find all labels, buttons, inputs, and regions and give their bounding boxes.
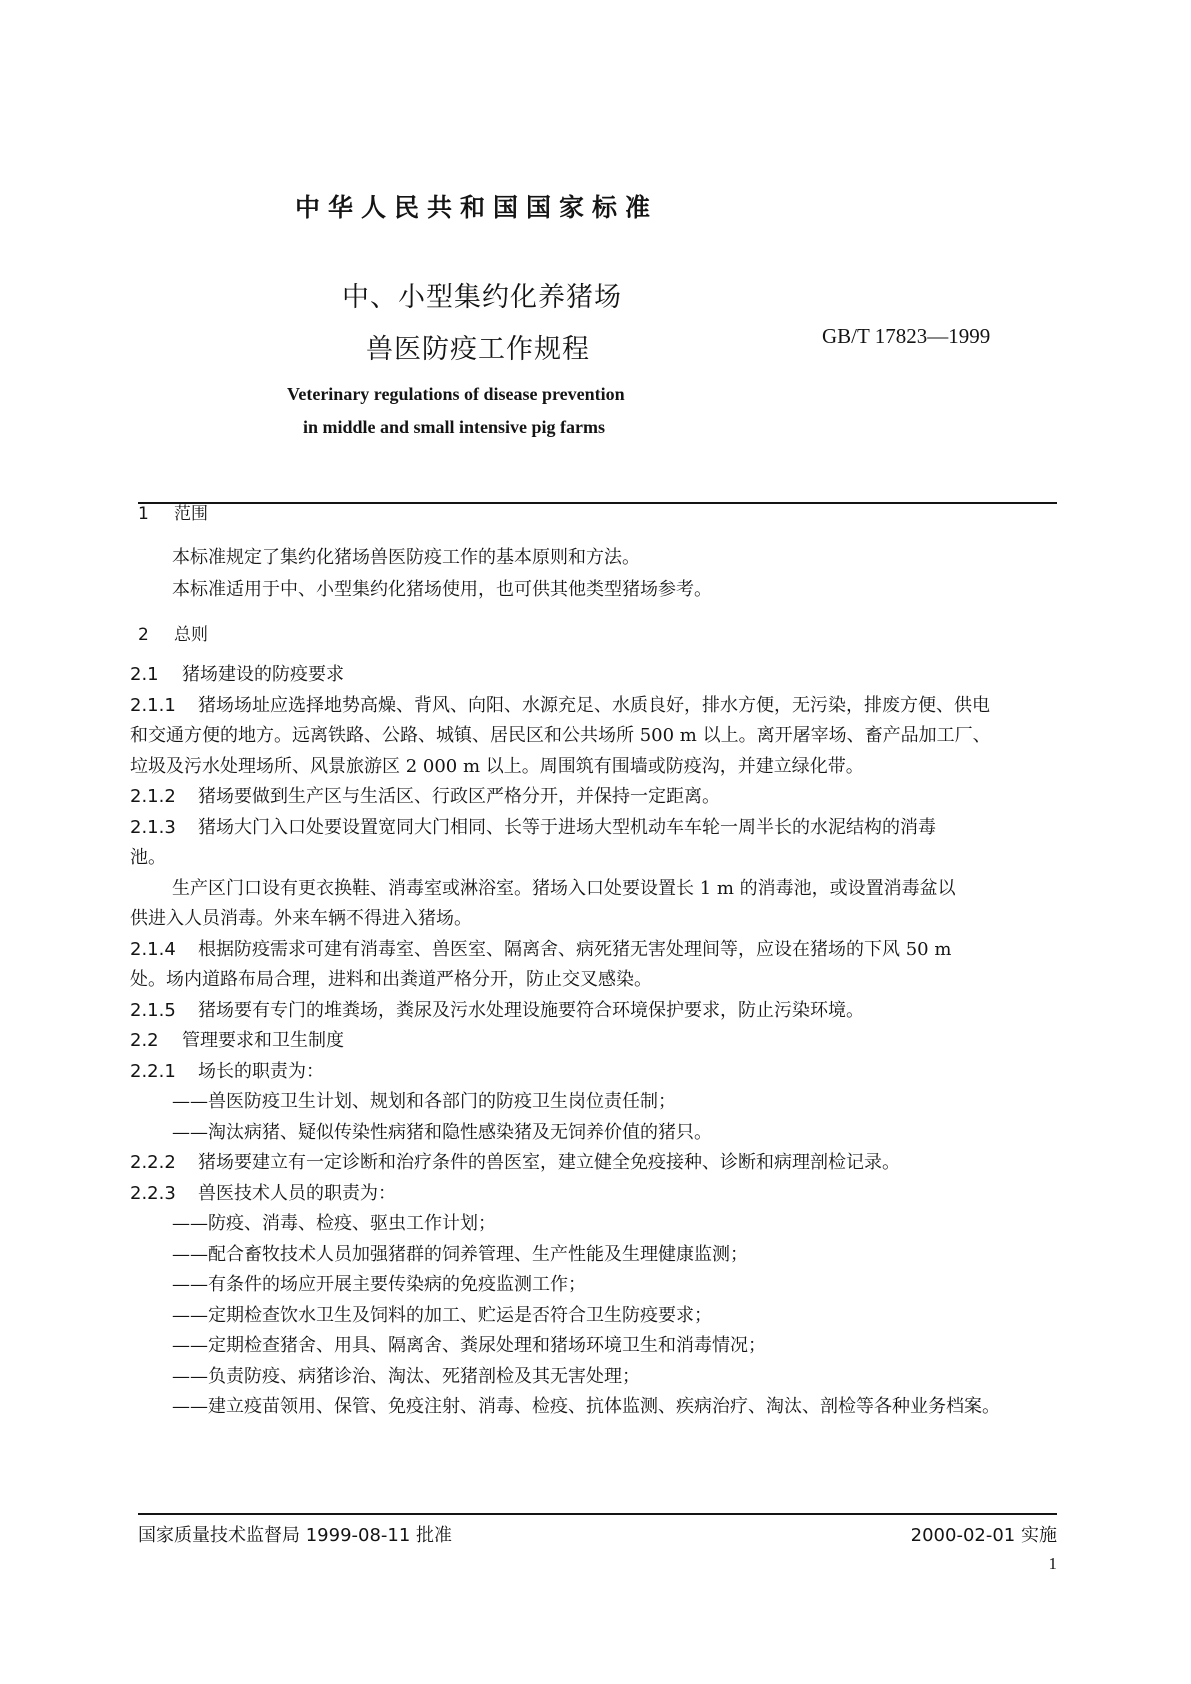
clause-line [130, 1057, 324, 1083]
section-title: 范围 [174, 504, 208, 524]
implementation-date: 2000-02-01 实施 [910, 1525, 1057, 1546]
clause-number: 2.2.2 [130, 1152, 176, 1173]
section-title: 总则 [174, 625, 208, 645]
list-item: ——定期检查饮水卫生及饲料的加工、贮运是否符合卫生防疫要求； [172, 1305, 712, 1326]
clause-line [130, 813, 936, 839]
clause-line [130, 1148, 900, 1174]
clause-number: 2.2 [130, 1030, 159, 1051]
clause-line [130, 996, 864, 1022]
header-divider [138, 502, 1057, 504]
list-item: ——负责防疫、病猪诊治、淘汰、死猪剖检及其无害处理； [172, 1366, 640, 1387]
clause-text: 猪场场址应选择地势高燥、背风、向阳、水源充足、水质良好，排水方便，无污染，排废方便、供电 [198, 695, 990, 716]
paragraph-line: 本标准适用于中、小型集约化猪场使用，也可供其他类型猪场参考。 [172, 579, 712, 600]
clause-text: 猪场要建立有一定诊断和治疗条件的兽医室，建立健全免疫接种、诊断和病理剖检记录。 [198, 1152, 900, 1173]
list-item: ——定期检查猪舍、用具、隔离舍、粪尿处理和猪场环境卫生和消毒情况； [172, 1335, 766, 1356]
list-item: ——配合畜牧技术人员加强猪群的饲养管理、生产性能及生理健康监测； [172, 1244, 748, 1265]
document-title-line-2: 兽医防疫工作规程 [366, 334, 590, 365]
clause-line [130, 1179, 396, 1205]
clause-text: 场长的职责为： [198, 1061, 324, 1082]
clause-line [130, 935, 951, 961]
list-item: ——建立疫苗领用、保管、免疫注射、消毒、检疫、抗体监测、疾病治疗、淘汰、剖检等各种业务档案。 [172, 1396, 1000, 1417]
list-item: ——有条件的场应开展主要传染病的免疫监测工作； [172, 1274, 586, 1295]
document-title-line-1: 中、小型集约化养猪场 [342, 282, 622, 313]
clause-number: 2.2.1 [130, 1061, 176, 1082]
list-item: ——淘汰病猪、疑似传染性病猪和隐性感染猪及无饲养价值的猪只。 [172, 1122, 712, 1143]
section-heading [138, 499, 208, 524]
footer-divider [138, 1513, 1057, 1515]
paragraph-line: 池。 [130, 847, 166, 868]
clause-number: 2.1.5 [130, 1000, 176, 1021]
list-item: ——防疫、消毒、检疫、驱虫工作计划； [172, 1213, 496, 1234]
paragraph-line: 本标准规定了集约化猪场兽医防疫工作的基本原则和方法。 [172, 547, 640, 568]
clause-text: 猪场建设的防疫要求 [182, 664, 344, 685]
national-standard-heading: 中华人民共和国国家标准 [295, 193, 659, 222]
clause-number: 2.1.4 [130, 939, 176, 960]
clause-line [130, 660, 344, 686]
list-item: ——兽医防疫卫生计划、规划和各部门的防疫卫生岗位责任制； [172, 1091, 676, 1112]
page-number: 1 [1048, 1554, 1057, 1573]
standard-code: GB/T 17823—1999 [822, 324, 991, 348]
clause-line [130, 782, 720, 808]
clause-line [130, 691, 990, 717]
clause-text: 兽医技术人员的职责为： [198, 1183, 396, 1204]
section-heading [138, 620, 208, 645]
clause-text: 猪场要有专门的堆粪场，粪尿及污水处理设施要符合环境保护要求，防止污染环境。 [198, 1000, 864, 1021]
english-title-line-1: Veterinary regulations of disease prevention [287, 384, 625, 404]
clause-number: 2.2.3 [130, 1183, 176, 1204]
english-title-line-2: in middle and small intensive pig farms [303, 417, 606, 437]
clause-number: 2.1 [130, 664, 159, 685]
clause-text: 管理要求和卫生制度 [182, 1030, 344, 1051]
paragraph-line: 垃圾及污水处理场所、风景旅游区 2 000 m 以上。周围筑有围墙或防疫沟，并建立绿化带。 [130, 756, 864, 777]
paragraph-line: 处。场内道路布局合理，进料和出粪道严格分开，防止交叉感染。 [130, 969, 652, 990]
paragraph-line: 生产区门口设有更衣换鞋、消毒室或淋浴室。猪场入口处要设置长 1 m 的消毒池，或设置消毒盆以 [172, 878, 956, 899]
section-number: 1 [138, 504, 149, 524]
clause-text: 根据防疫需求可建有消毒室、兽医室、隔离舍、病死猪无害处理间等，应设在猪场的下风 50 m [198, 939, 952, 960]
section-number: 2 [138, 625, 149, 645]
clause-text: 猪场大门入口处要设置宽同大门相同、长等于进场大型机动车车轮一周半长的水泥结构的消毒 [198, 817, 936, 838]
clause-text: 猪场要做到生产区与生活区、行政区严格分开，并保持一定距离。 [198, 786, 720, 807]
paragraph-line: 和交通方便的地方。远离铁路、公路、城镇、居民区和公共场所 500 m 以上。离开屠宰场、畜产品加工厂、 [130, 725, 991, 746]
paragraph-line: 供进入人员消毒。外来车辆不得进入猪场。 [130, 908, 472, 929]
clause-line [130, 1026, 344, 1052]
clause-number: 2.1.1 [130, 695, 176, 716]
clause-number: 2.1.2 [130, 786, 176, 807]
approval-statement: 国家质量技术监督局 1999-08-11 批准 [138, 1525, 453, 1546]
clause-number: 2.1.3 [130, 817, 176, 838]
